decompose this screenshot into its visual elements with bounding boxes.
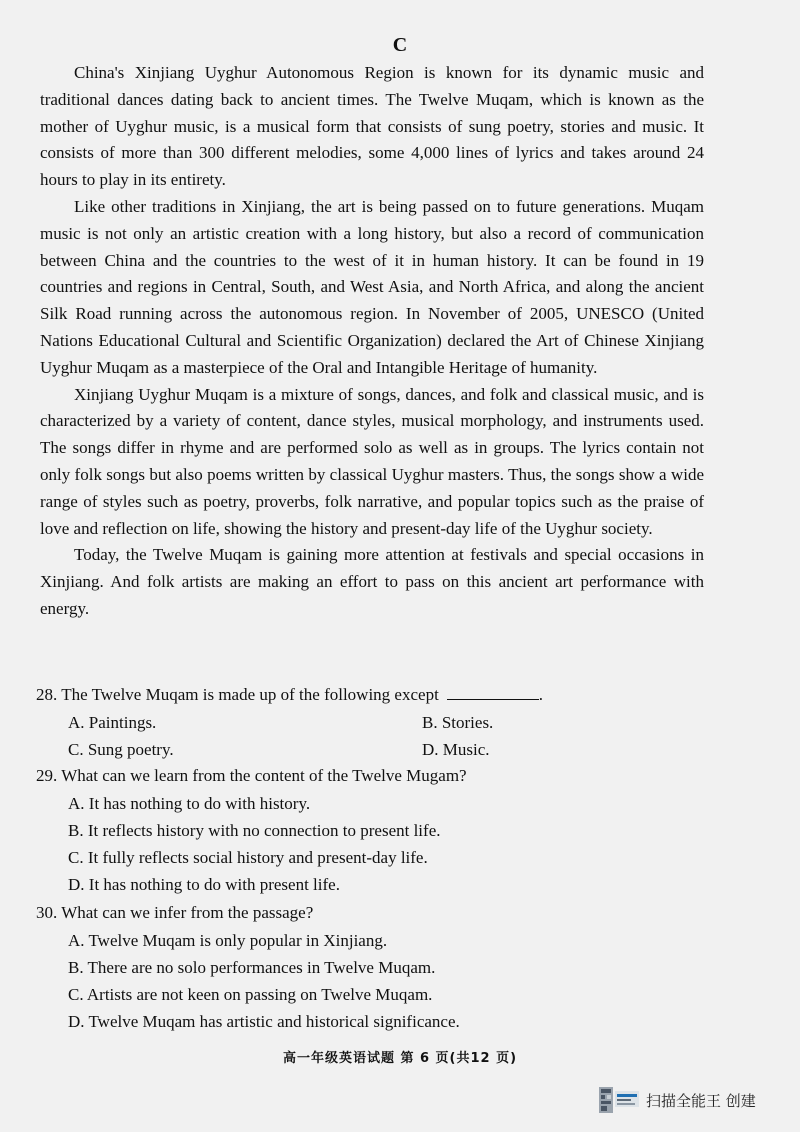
question-28-stem bbox=[36, 682, 716, 708]
question-29-option-d[interactable]: D. It has nothing to do with present life. bbox=[68, 875, 340, 894]
question-29-stem: 29. What can we learn from the content of the Twelve Mugam? bbox=[36, 766, 467, 785]
passage-paragraph-2: Like other traditions in Xinjiang, the art is being passed on to future generations. Muqam music is not only an artistic creation with a long history, but also a record of communication between China and the countries to the west of it in human history. It can be found in 19 countries and regions in Central, South, and West Asia, and North Africa, and along the ancient Silk Road running across the autonomous region. In November of 2005, UNESCO (United Nations Educational Cultural and Scientific Organization) declared the Art of Chinese Xinjiang Uyghur Muqam as a masterpiece of the Oral and Intangible Heritage of humanity. bbox=[40, 196, 704, 377]
passage-paragraph-3: Xinjiang Uyghur Muqam is a mixture of songs, dances, and folk and classical music, and is characterized by a variety of content, dance styles, musical morphology, and instruments used. The songs differ in rhyme and are performed solo as well as in groups. The lyrics contain not only folk songs but also poems written by classical Uyghur masters. Thus, the songs show a wide range of styles such as poetry, proverbs, folk narrative, and popular topics such as the praise of love and reflection on life, showing the history and present-day life of the Uyghur society. bbox=[40, 384, 704, 538]
question-30 bbox=[36, 900, 716, 1040]
question-28-text: 28. The Twelve Muqam is made up of the following except bbox=[36, 685, 439, 704]
question-29-option-b[interactable]: B. It reflects history with no connection to present life. bbox=[68, 821, 441, 840]
reading-passage bbox=[40, 60, 704, 623]
question-30-option-a[interactable]: A. Twelve Muqam is only popular in Xinjiang. bbox=[68, 931, 388, 950]
page-footer: 高一年级英语试题 第 6 页(共12 页) bbox=[282, 1051, 518, 1066]
question-28-blank-end: . bbox=[538, 685, 544, 704]
question-30-stem: 30. What can we infer from the passage? bbox=[36, 903, 314, 922]
passage-paragraph-1: China's Xinjiang Uyghur Autonomous Region is known for its dynamic music and traditional dances dating back to ancient times. The Twelve Muqam, which is known as the mother of Uyghur music, is a musical form that consists of sung poetry, stories and music. It consists of more than 300 different melodies, some 4,000 lines of lyrics and takes around 24 hours to play in its entirety. bbox=[40, 63, 704, 190]
scanner-watermark bbox=[598, 1084, 756, 1116]
section-heading: C bbox=[392, 34, 408, 56]
question-28-option-c[interactable]: C. Sung poetry. bbox=[68, 740, 174, 759]
question-28 bbox=[36, 682, 716, 768]
question-28-option-d[interactable]: D. Music. bbox=[422, 740, 490, 759]
question-30-option-b[interactable]: B. There are no solo performances in Twelve Muqam. bbox=[68, 958, 436, 977]
question-30-option-c[interactable]: C. Artists are not keen on passing on Twelve Muqam. bbox=[68, 985, 433, 1004]
question-28-option-b[interactable]: B. Stories. bbox=[422, 713, 494, 732]
scanner-app-logo-icon bbox=[598, 1084, 642, 1116]
passage-paragraph-4: Today, the Twelve Muqam is gaining more attention at festivals and special occasions in Xinjiang. And folk artists are making an effort to pass on this ancient art performance with energy. bbox=[40, 545, 704, 618]
question-29 bbox=[36, 763, 716, 903]
question-29-option-a[interactable]: A. It has nothing to do with history. bbox=[68, 794, 311, 813]
answer-blank bbox=[447, 682, 539, 700]
question-28-option-a[interactable]: A. Paintings. bbox=[68, 713, 157, 732]
watermark-text: 扫描全能王 创建 bbox=[646, 1091, 756, 1110]
question-29-option-c[interactable]: C. It fully reflects social history and present-day life. bbox=[68, 848, 428, 867]
question-30-option-d[interactable]: D. Twelve Muqam has artistic and historical significance. bbox=[68, 1012, 460, 1031]
